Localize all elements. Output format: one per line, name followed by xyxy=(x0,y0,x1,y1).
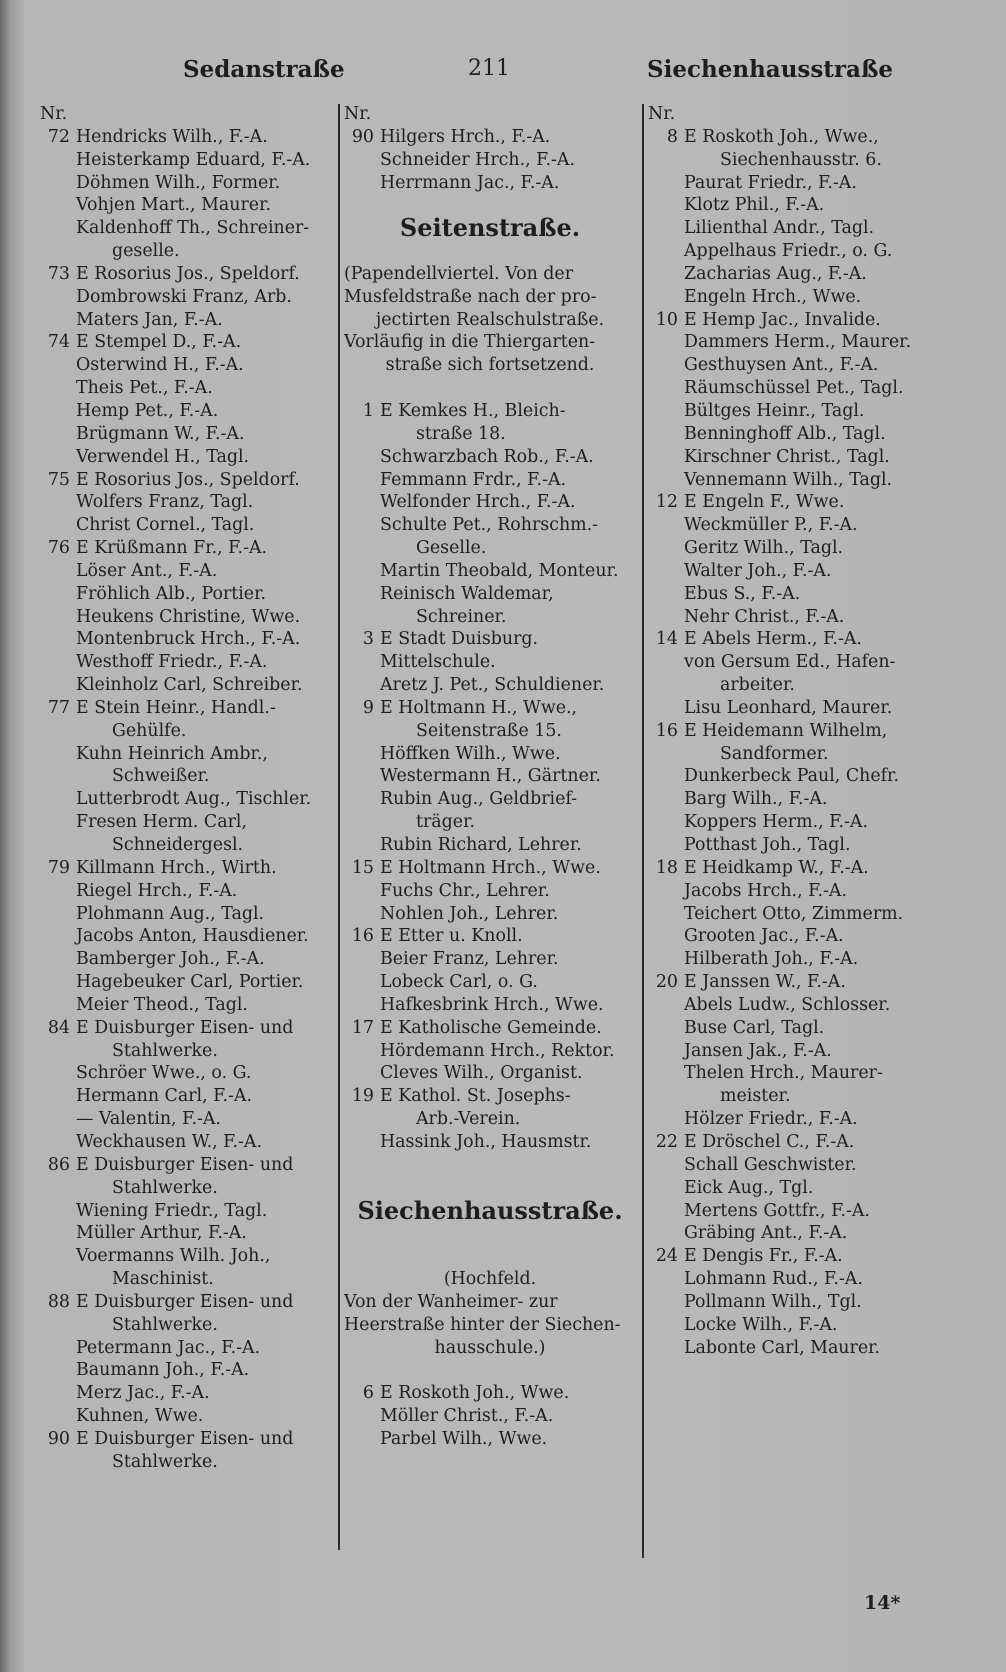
house-number: 73 xyxy=(47,263,70,284)
resident-line: Hassink Joh., Hausmstr. xyxy=(380,1131,592,1152)
resident-line: Grooten Jac., F.-A. xyxy=(684,926,844,947)
resident-line: Fröhlich Alb., Portier. xyxy=(76,583,267,604)
house-entry xyxy=(40,126,332,149)
house-entry xyxy=(648,720,948,743)
resident-line: Vohjen Mart., Maurer. xyxy=(76,195,272,216)
house-entry xyxy=(344,400,636,423)
resident-line: Martin Theobald, Monteur. xyxy=(380,560,619,581)
house-number: 90 xyxy=(47,1428,70,1449)
resident-text: Hendricks Wilh., F.-A. xyxy=(76,126,268,147)
resident-line: Appelhaus Friedr., o. G. xyxy=(684,241,893,262)
house-number: 17 xyxy=(351,1017,374,1038)
house-entry xyxy=(648,971,948,994)
spacer xyxy=(344,1245,636,1268)
house-number: 74 xyxy=(47,332,70,353)
resident-text: E Janssen W., F.-A. xyxy=(684,972,846,993)
resident-line: Hördemann Hrch., Rektor. xyxy=(380,1040,615,1061)
resident-text: E Roskoth Joh., Wwe., xyxy=(684,126,879,147)
resident-line: Hemp Pet., F.-A. xyxy=(76,400,219,421)
continuation-line: Stahlwerke. xyxy=(112,1314,218,1335)
house-number: 76 xyxy=(47,538,70,559)
resident-line: — Valentin, F.-A. xyxy=(76,1109,221,1130)
house-number: 3 xyxy=(362,629,374,650)
spacer xyxy=(344,1359,636,1382)
spacer xyxy=(344,194,636,217)
resident-line: Müller Arthur, F.-A. xyxy=(76,1223,247,1244)
continuation-line: Stahlwerke. xyxy=(112,1451,218,1472)
house-entry xyxy=(648,309,948,332)
resident-line: Osterwind H., F.-A. xyxy=(76,355,244,376)
resident-text: E Duisburger Eisen- und xyxy=(76,1154,294,1175)
street-description: Von der Wanheimer- zur xyxy=(344,1291,558,1312)
house-entry xyxy=(648,1245,948,1268)
continuation-line: Arb.-Verein. xyxy=(416,1109,521,1130)
resident-line: Bültges Heinr., Tagl. xyxy=(684,400,865,421)
resident-line: Fuchs Chr., Lehrer. xyxy=(380,880,550,901)
resident-line: Nehr Christ., F.-A. xyxy=(684,606,845,627)
resident-text: E Stempel D., F.-A. xyxy=(76,332,242,353)
resident-line: Dammers Herm., Maurer. xyxy=(684,332,912,353)
resident-line: Bamberger Joh., F.-A. xyxy=(76,949,265,970)
resident-line: Jansen Jak., F.-A. xyxy=(684,1040,832,1061)
continuation-line: Maschinist. xyxy=(112,1269,214,1290)
house-number: 20 xyxy=(655,972,678,993)
resident-line: Ebus S., F.-A. xyxy=(684,583,801,604)
resident-line: Koppers Herm., F.-A. xyxy=(684,812,869,833)
resident-line: Möller Christ., F.-A. xyxy=(380,1406,554,1427)
street-description: hausschule.) xyxy=(434,1337,546,1358)
resident-line: Aretz J. Pet., Schuldiener. xyxy=(380,675,605,696)
resident-line: Pollmann Wilh., Tgl. xyxy=(684,1291,862,1312)
house-entry xyxy=(40,857,332,880)
resident-line: Mittelschule. xyxy=(380,652,496,673)
resident-line: Gesthuysen Ant., F.-A. xyxy=(684,355,879,376)
street-description: straße sich fortsetzend. xyxy=(385,355,595,376)
resident-line: Teichert Otto, Zimmerm. xyxy=(684,903,904,924)
house-number: 75 xyxy=(47,469,70,490)
column-label: Nr. xyxy=(40,104,68,124)
column-rule-1 xyxy=(338,104,340,1550)
house-entry xyxy=(40,1154,332,1177)
resident-line: Hagebeuker Carl, Portier. xyxy=(76,972,304,993)
house-number: 90 xyxy=(351,126,374,147)
resident-line: Meier Theod., Tagl. xyxy=(76,994,248,1015)
resident-text: E Dengis Fr., F.-A. xyxy=(684,1246,843,1267)
house-number: 77 xyxy=(47,697,70,718)
resident-line: Kaldenhoff Th., Schreiner- xyxy=(76,218,310,239)
column-label: Nr. xyxy=(648,104,676,124)
resident-line: Femmann Frdr., F.-A. xyxy=(380,469,567,490)
resident-line: Gräbing Ant., F.-A. xyxy=(684,1223,848,1244)
house-number: 1 xyxy=(362,400,374,421)
column-2 xyxy=(344,103,636,1451)
house-number: 10 xyxy=(655,309,678,330)
resident-line: Vennemann Wilh., Tagl. xyxy=(684,469,893,490)
column-3 xyxy=(648,103,948,1359)
house-number: 6 xyxy=(362,1383,374,1404)
resident-line: Kirschner Christ., Tagl. xyxy=(684,446,890,467)
house-number: 88 xyxy=(47,1291,70,1312)
resident-line: Westhoff Friedr., F.-A. xyxy=(76,652,268,673)
resident-line: Kuhnen, Wwe. xyxy=(76,1406,204,1427)
resident-line: Mertens Gottfr., F.-A. xyxy=(684,1200,870,1221)
spacer xyxy=(344,377,636,400)
spacer xyxy=(344,1154,636,1177)
resident-text: E Abels Herm., F.-A. xyxy=(684,629,862,650)
house-entry xyxy=(344,1382,636,1405)
resident-text: E Holtmann H., Wwe., xyxy=(380,697,578,718)
resident-line: Rubin Aug., Geldbrief- xyxy=(380,789,578,810)
resident-text: E Krüßmann Fr., F.-A. xyxy=(76,538,268,559)
continuation-line: Schneidergesl. xyxy=(112,835,244,855)
continuation-line: Schweißer. xyxy=(112,766,210,787)
sheet-signature: 14* xyxy=(864,1592,901,1614)
continuation-line: geselle. xyxy=(112,241,180,262)
resident-line: Voermanns Wilh. Joh., xyxy=(76,1246,271,1267)
resident-line: Maters Jan, F.-A. xyxy=(76,309,223,330)
resident-text: E Duisburger Eisen- und xyxy=(76,1428,294,1449)
house-entry xyxy=(344,925,636,948)
resident-line: Riegel Hrch., F.-A. xyxy=(76,880,238,901)
resident-line: Walter Joh., F.-A. xyxy=(684,560,832,581)
street-description: (Hochfeld. xyxy=(443,1269,537,1290)
resident-line: Verwendel H., Tagl. xyxy=(76,446,250,467)
resident-line: Buse Carl, Tagl. xyxy=(684,1017,825,1038)
continuation-line: straße 18. xyxy=(416,423,506,444)
resident-line: Herrmann Jac., F.-A. xyxy=(380,172,560,193)
resident-line: Paurat Friedr., F.-A. xyxy=(684,172,857,193)
street-heading: Siechenhausstraße. xyxy=(357,1199,623,1223)
house-number: 16 xyxy=(655,720,678,741)
house-number: 22 xyxy=(655,1131,678,1152)
resident-line: Schneider Hrch., F.-A. xyxy=(380,149,576,170)
resident-line: Hermann Carl, F.-A. xyxy=(76,1086,253,1107)
resident-line: Schall Geschwister. xyxy=(684,1154,857,1175)
resident-line: Hölzer Friedr., F.-A. xyxy=(684,1109,858,1130)
resident-line: Abels Ludw., Schlosser. xyxy=(684,994,891,1015)
house-entry xyxy=(40,469,332,492)
resident-text: E Stein Heinr., Handl.- xyxy=(76,697,276,718)
street-description: Vorläufig in die Thiergarten- xyxy=(344,332,596,353)
resident-line: Potthast Joh., Tagl. xyxy=(684,835,851,855)
spacer xyxy=(344,240,636,263)
house-entry xyxy=(344,1017,636,1040)
resident-line: Jacobs Anton, Hausdiener. xyxy=(76,926,309,947)
resident-text: E Kemkes H., Bleich- xyxy=(380,400,566,421)
spacer xyxy=(344,1177,636,1200)
resident-text: E Hemp Jac., Invalide. xyxy=(684,309,881,330)
house-number: 8 xyxy=(666,126,678,147)
resident-line: Weckhausen W., F.-A. xyxy=(76,1131,263,1152)
house-number: 79 xyxy=(47,857,70,878)
resident-text: E Duisburger Eisen- und xyxy=(76,1017,294,1038)
resident-line: Engeln Hrch., Wwe. xyxy=(684,286,862,307)
house-entry xyxy=(648,1131,948,1154)
running-head-left: Sedanstraße xyxy=(183,56,345,83)
spacer xyxy=(344,1222,636,1245)
resident-line: Dombrowski Franz, Arb. xyxy=(76,286,292,307)
resident-line: Beier Franz, Lehrer. xyxy=(380,949,559,970)
resident-line: Geritz Wilh., Tagl. xyxy=(684,538,844,559)
resident-line: Lohmann Rud., F.-A. xyxy=(684,1269,863,1290)
house-number: 24 xyxy=(655,1246,678,1267)
continuation-line: Sandformer. xyxy=(720,743,829,764)
resident-line: Räumschüssel Pet., Tagl. xyxy=(684,378,904,399)
resident-text: E Rosorius Jos., Speldorf. xyxy=(76,263,300,284)
resident-text: E Heidkamp W., F.-A. xyxy=(684,857,869,878)
resident-line: Merz Jac., F.-A. xyxy=(76,1383,210,1404)
street-description: Heerstraße hinter der Siechen- xyxy=(344,1314,621,1335)
house-entry xyxy=(40,263,332,286)
house-number: 9 xyxy=(362,697,374,718)
resident-line: Petermann Jac., F.-A. xyxy=(76,1337,261,1358)
resident-line: Reinisch Waldemar, xyxy=(380,583,554,604)
resident-text: E Etter u. Knoll. xyxy=(380,926,523,947)
house-entry xyxy=(40,331,332,354)
street-description: jectirten Realschulstraße. xyxy=(375,309,605,330)
continuation-line: Stahlwerke. xyxy=(112,1040,218,1061)
continuation-line: Seitenstraße 15. xyxy=(416,720,562,741)
resident-line: Zacharias Aug., F.-A. xyxy=(684,263,867,284)
house-entry xyxy=(648,628,948,651)
resident-text: E Holtmann Hrch., Wwe. xyxy=(380,857,601,878)
resident-line: Wiening Friedr., Tagl. xyxy=(76,1200,268,1221)
house-entry xyxy=(648,857,948,880)
resident-line: Höffken Wilh., Wwe. xyxy=(380,743,561,764)
resident-line: Kleinholz Carl, Schreiber. xyxy=(76,675,303,696)
resident-line: Cleves Wilh., Organist. xyxy=(380,1063,583,1084)
house-entry xyxy=(648,491,948,514)
house-entry xyxy=(40,537,332,560)
house-entry xyxy=(344,857,636,880)
running-head-right: Siechenhausstraße xyxy=(647,56,894,83)
resident-line: Brügmann W., F.-A. xyxy=(76,423,245,444)
continuation-line: Gehülfe. xyxy=(112,720,187,741)
house-entry xyxy=(344,697,636,720)
resident-line: Labonte Carl, Maurer. xyxy=(684,1337,881,1358)
continuation-line: Geselle. xyxy=(416,538,487,559)
resident-text: E Duisburger Eisen- und xyxy=(76,1291,294,1312)
resident-text: Killmann Hrch., Wirth. xyxy=(76,857,277,878)
house-entry xyxy=(344,1085,636,1108)
resident-line: Heisterkamp Eduard, F.-A. xyxy=(76,149,311,170)
resident-line: Schwarzbach Rob., F.-A. xyxy=(380,446,594,467)
resident-line: Hilberath Joh., F.-A. xyxy=(684,949,859,970)
resident-line: Thelen Hrch., Maurer- xyxy=(684,1063,883,1084)
house-number: 12 xyxy=(655,492,678,513)
resident-line: Rubin Richard, Lehrer. xyxy=(380,835,582,855)
resident-line: Barg Wilh., F.-A. xyxy=(684,789,828,810)
street-description: Musfeldstraße nach der pro- xyxy=(344,286,597,307)
resident-line: Lutterbrodt Aug., Tischler. xyxy=(76,789,312,810)
resident-text: E Dröschel C., F.-A. xyxy=(684,1131,855,1152)
resident-line: Plohmann Aug., Tagl. xyxy=(76,903,265,924)
resident-line: Lisu Leonhard, Maurer. xyxy=(684,697,893,718)
resident-line: Theis Pet., F.-A. xyxy=(76,378,213,399)
continuation-line: Siechenhausstr. 6. xyxy=(720,149,882,170)
continuation-line: meister. xyxy=(720,1086,791,1107)
resident-line: Christ Cornel., Tagl. xyxy=(76,515,255,536)
continuation-line: Schreiner. xyxy=(416,606,507,627)
resident-text: E Heidemann Wilhelm, xyxy=(684,720,888,741)
resident-line: Lobeck Carl, o. G. xyxy=(380,972,538,993)
resident-line: Jacobs Hrch., F.-A. xyxy=(684,880,847,901)
resident-line: Heukens Christine, Wwe. xyxy=(76,606,301,627)
street-heading: Seitenstraße. xyxy=(399,217,581,241)
house-entry xyxy=(344,126,636,149)
house-entry xyxy=(344,628,636,651)
resident-line: Dunkerbeck Paul, Chefr. xyxy=(684,766,899,787)
resident-text: E Roskoth Joh., Wwe. xyxy=(380,1383,570,1404)
resident-line: Döhmen Wilh., Former. xyxy=(76,172,281,193)
continuation-line: träger. xyxy=(416,812,476,833)
house-number: 84 xyxy=(47,1017,70,1038)
house-number: 14 xyxy=(655,629,678,650)
resident-line: Welfonder Hrch., F.-A. xyxy=(380,492,576,513)
resident-line: Fresen Herm. Carl, xyxy=(76,812,248,833)
house-number: 18 xyxy=(655,857,678,878)
house-entry xyxy=(40,1017,332,1040)
resident-line: Schröer Wwe., o. G. xyxy=(76,1063,252,1084)
house-number: 16 xyxy=(351,926,374,947)
column-1 xyxy=(40,103,332,1474)
resident-text: E Rosorius Jos., Speldorf. xyxy=(76,469,300,490)
resident-line: Wolfers Franz, Tagl. xyxy=(76,492,254,513)
resident-line: Klotz Phil., F.-A. xyxy=(684,195,825,216)
resident-line: Eick Aug., Tgl. xyxy=(684,1177,814,1198)
resident-line: Hafkesbrink Hrch., Wwe. xyxy=(380,994,604,1015)
resident-line: Schulte Pet., Rohrschm.- xyxy=(380,515,599,536)
page-number: 211 xyxy=(468,56,510,81)
resident-line: Kuhn Heinrich Ambr., xyxy=(76,743,268,764)
resident-text: E Katholische Gemeinde. xyxy=(380,1017,602,1038)
continuation-line: arbeiter. xyxy=(720,675,795,696)
column-label: Nr. xyxy=(344,104,372,124)
resident-line: Montenbruck Hrch., F.-A. xyxy=(76,629,301,650)
house-entry xyxy=(40,1428,332,1451)
resident-line: Baumann Joh., F.-A. xyxy=(76,1360,250,1381)
resident-line: Locke Wilh., F.-A. xyxy=(684,1314,838,1335)
continuation-line: Stahlwerke. xyxy=(112,1177,218,1198)
resident-line: von Gersum Ed., Hafen- xyxy=(684,652,896,673)
house-entry xyxy=(40,697,332,720)
resident-line: Nohlen Joh., Lehrer. xyxy=(380,903,559,924)
resident-line: Westermann H., Gärtner. xyxy=(380,766,601,787)
resident-line: Löser Ant., F.-A. xyxy=(76,560,218,581)
house-number: 15 xyxy=(351,857,374,878)
resident-line: Lilienthal Andr., Tagl. xyxy=(684,218,875,239)
house-number: 19 xyxy=(351,1086,374,1107)
resident-line: Parbel Wilh., Wwe. xyxy=(380,1428,548,1449)
house-entry xyxy=(40,1291,332,1314)
street-description: (Papendellviertel. Von der xyxy=(344,263,574,284)
resident-text: E Stadt Duisburg. xyxy=(380,629,539,650)
resident-text: E Kathol. St. Josephs- xyxy=(380,1086,571,1107)
resident-text: E Engeln F., Wwe. xyxy=(684,492,845,513)
house-number: 86 xyxy=(47,1154,70,1175)
house-entry xyxy=(648,126,948,149)
resident-line: Benninghoff Alb., Tagl. xyxy=(684,423,886,444)
column-rule-2 xyxy=(642,104,644,1558)
house-number: 72 xyxy=(47,126,70,147)
resident-line: Weckmüller P., F.-A. xyxy=(684,515,858,536)
resident-text: Hilgers Hrch., F.-A. xyxy=(380,126,551,147)
